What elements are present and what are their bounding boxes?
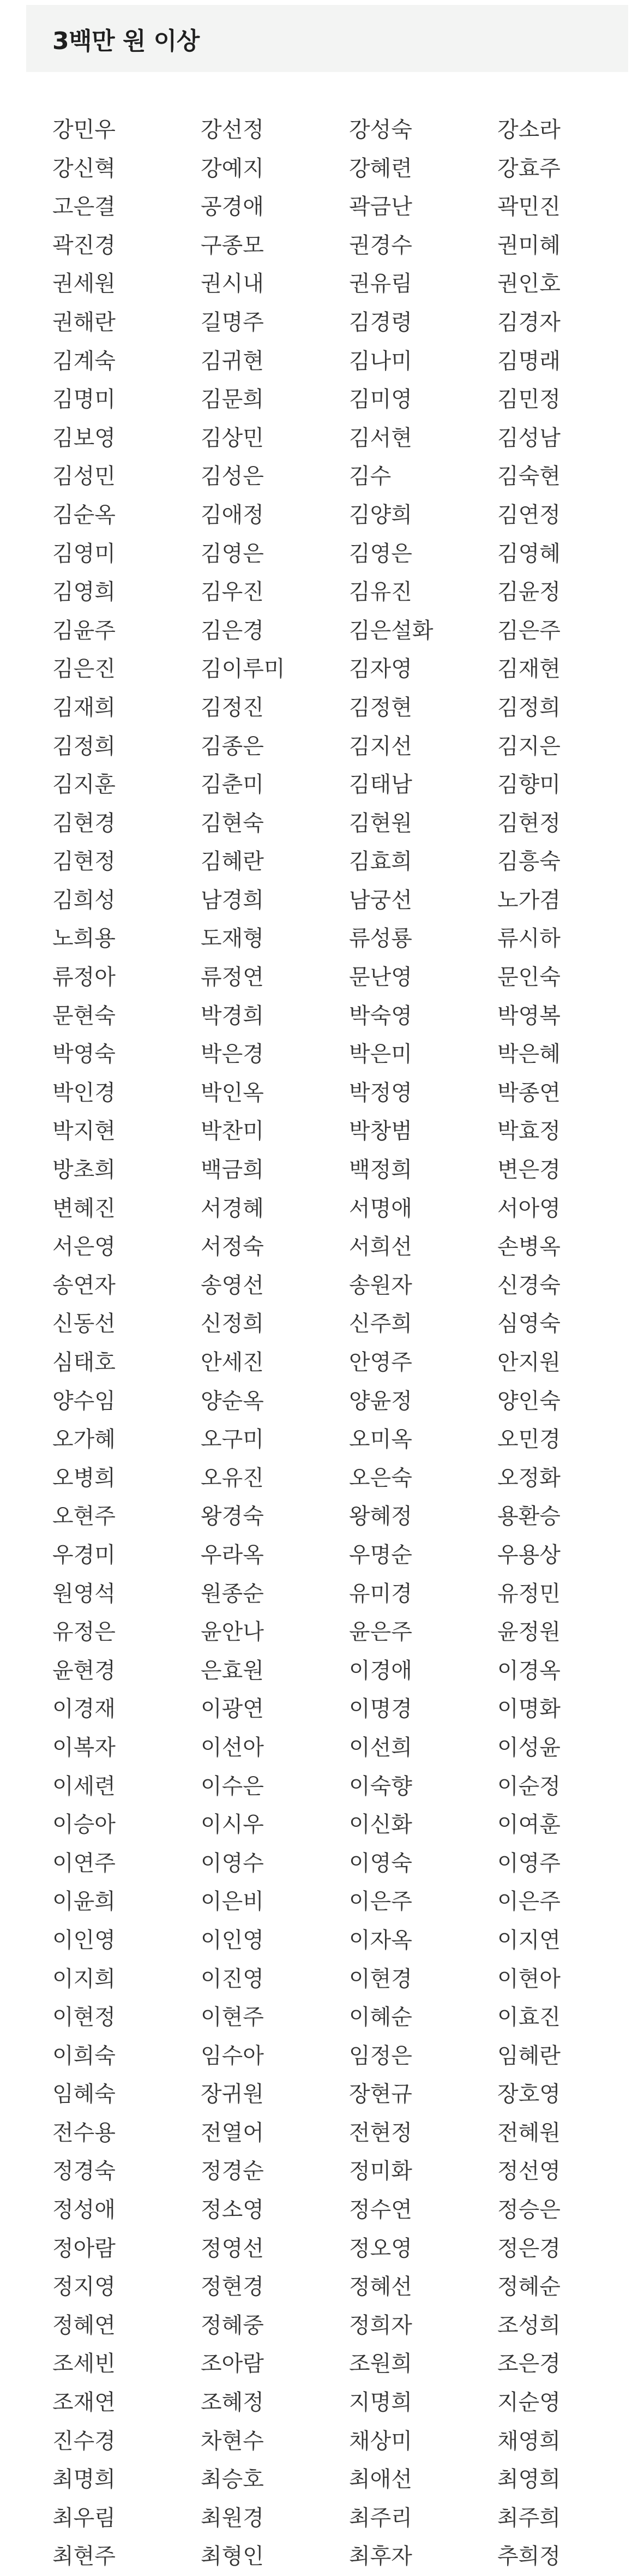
donor-name: 강성숙 [349,117,412,142]
donor-name: 김영희 [52,579,116,605]
donor-name: 정현경 [201,2274,264,2300]
donor-name: 김성민 [52,464,116,489]
donor-name: 김명래 [497,348,561,374]
donor-name: 오가혜 [52,1427,116,1453]
donor-name: 오미옥 [349,1427,412,1453]
donor-name: 조은경 [497,2351,561,2377]
donor-name: 정혜순 [497,2274,561,2300]
donor-name: 신경숙 [497,1272,561,1298]
donor-name: 서정숙 [201,1234,264,1260]
donor-name: 박창범 [349,1119,412,1144]
donor-name: 오구미 [201,1427,264,1453]
donor-name: 김재희 [52,695,116,720]
donor-name: 원종순 [201,1581,264,1606]
donor-name: 오정화 [497,1465,561,1491]
donor-name: 김숙현 [497,464,561,489]
donor-name: 정수연 [349,2197,412,2223]
donor-name: 김정희 [497,695,561,720]
donor-name: 임혜란 [497,2043,561,2069]
donor-name: 송영선 [201,1272,264,1298]
donor-name: 김혜란 [201,849,264,875]
donor-name: 정영선 [201,2236,264,2261]
donor-name: 박효정 [497,1119,561,1144]
donor-name: 김미영 [349,387,412,413]
donor-name: 이영주 [497,1850,561,1876]
donor-name: 오민경 [497,1427,561,1453]
donor-name: 강선정 [201,117,264,142]
donor-name: 강혜련 [349,156,412,181]
donor-name: 박인경 [52,1080,116,1105]
donor-name: 이시우 [201,1812,264,1838]
donor-name: 김상민 [201,425,264,451]
donor-name: 용환승 [497,1504,561,1529]
donor-name: 김민정 [497,387,561,413]
donor-name: 우라옥 [201,1542,264,1568]
donor-name: 유미경 [349,1581,412,1606]
donor-name: 박인옥 [201,1080,264,1105]
donor-name: 고은결 [52,194,116,220]
donor-name: 권유림 [349,271,412,297]
donor-name: 문인숙 [497,965,561,990]
donor-name: 강민우 [52,117,116,142]
donor-name: 김현정 [497,810,561,836]
donor-name: 김성은 [201,464,264,489]
donor-name: 김자영 [349,656,412,682]
donor-name: 김귀현 [201,348,264,374]
donor-name: 전현정 [349,2120,412,2145]
donor-name: 박찬미 [201,1119,264,1144]
donor-name: 김나미 [349,348,412,374]
donor-name: 조아람 [201,2351,264,2377]
donor-name: 조성희 [497,2312,561,2338]
donor-name: 이윤희 [52,1889,116,1915]
donor-name: 이희숙 [52,2043,116,2069]
donor-name: 강신혁 [52,156,116,181]
donor-name: 백정희 [349,1157,412,1183]
donor-name: 윤현경 [52,1658,116,1683]
donor-name: 신정희 [201,1311,264,1337]
donor-name: 이혜순 [349,2005,412,2030]
donor-name: 박은혜 [497,1042,561,1067]
donor-name: 원영석 [52,1581,116,1606]
donor-name: 정경순 [201,2159,264,2184]
donor-name: 양인숙 [497,1388,561,1414]
donor-name: 박영숙 [52,1042,116,1067]
donor-name: 김영은 [201,541,264,566]
donor-name: 심영숙 [497,1311,561,1337]
donor-name: 임정은 [349,2043,412,2069]
donor-name: 장귀원 [201,2082,264,2107]
donor-name: 김명미 [52,387,116,413]
donor-name: 권미혜 [497,232,561,258]
donor-name: 정혜연 [52,2312,116,2338]
donor-name: 은효원 [201,1658,264,1683]
donor-name: 문난영 [349,965,412,990]
donor-name: 이숙향 [349,1773,412,1799]
donor-name: 권경수 [349,232,412,258]
donor-name: 송원자 [349,1272,412,1298]
donor-name: 이순정 [497,1773,561,1799]
donor-name: 김애정 [201,502,264,528]
donor-name: 류정아 [52,965,116,990]
donor-name: 김윤정 [497,579,561,605]
donor-name: 최주리 [349,2505,412,2531]
donor-name: 전열어 [201,2120,264,2145]
donor-name: 전수용 [52,2120,116,2145]
donor-name: 최후자 [349,2544,412,2569]
donor-name: 박경희 [201,1003,264,1029]
donor-name: 류성룡 [349,926,412,952]
donor-name: 왕경숙 [201,1504,264,1529]
donor-name: 최형인 [201,2544,264,2569]
donor-name: 진수경 [52,2428,116,2454]
donor-name: 김영은 [349,541,412,566]
donor-name: 곽민진 [497,194,561,220]
donor-name: 지순영 [497,2390,561,2416]
donor-name: 박숙영 [349,1003,412,1029]
donor-name: 신동선 [52,1311,116,1337]
donor-name: 노희용 [52,926,116,952]
donor-name: 김지은 [497,733,561,759]
donor-name: 문현숙 [52,1003,116,1029]
donor-name: 이자옥 [349,1927,412,1953]
donor-name: 이명화 [497,1696,561,1722]
donor-name: 서은영 [52,1234,116,1260]
donor-name: 최명희 [52,2467,116,2493]
donor-name: 서아영 [497,1196,561,1221]
donor-name: 김수 [349,464,392,489]
donor-name: 정혜중 [201,2312,264,2338]
donor-name: 장호영 [497,2082,561,2107]
donor-name: 정경숙 [52,2159,116,2184]
donor-name: 백금희 [201,1157,264,1183]
donor-name: 이진영 [201,1966,264,1992]
donor-name: 김현경 [52,810,116,836]
donor-name: 김순옥 [52,502,116,528]
donor-name: 정소영 [201,2197,264,2223]
donor-name: 김정희 [52,733,116,759]
donor-name: 조혜정 [201,2390,264,2416]
donor-name: 최현주 [52,2544,116,2569]
donor-name: 추희정 [497,2544,561,2569]
donor-name: 박종연 [497,1080,561,1105]
donor-name: 김계숙 [52,348,116,374]
donor-name: 김지훈 [52,772,116,798]
donor-name: 이지연 [497,1927,561,1953]
donor-name: 공경애 [201,194,264,220]
donor-name: 유정은 [52,1619,116,1645]
donor-name: 이선희 [349,1735,412,1760]
donor-name: 송연자 [52,1272,116,1298]
donor-name: 김영미 [52,541,116,566]
donor-name: 서명애 [349,1196,412,1221]
donor-name: 정지영 [52,2274,116,2300]
donor-name: 심태호 [52,1350,116,1375]
donor-name: 오병희 [52,1465,116,1491]
donor-name: 곽진경 [52,232,116,258]
donor-name: 김효희 [349,849,412,875]
donor-name: 김영혜 [497,541,561,566]
donor-name: 김양희 [349,502,412,528]
donor-name: 김유진 [349,579,412,605]
donor-name: 오은숙 [349,1465,412,1491]
donor-name: 남궁선 [349,887,412,913]
donor-name: 이현주 [201,2005,264,2030]
donor-name: 최승호 [201,2467,264,2493]
donor-name: 이경애 [349,1658,412,1683]
donor-name: 이경재 [52,1696,116,1722]
donor-name: 최애선 [349,2467,412,2493]
donor-name: 이선아 [201,1735,264,1760]
donor-name: 양윤정 [349,1388,412,1414]
donor-name: 이지희 [52,1966,116,1992]
donor-name: 정미화 [349,2159,412,2184]
donor-name: 변혜진 [52,1196,116,1221]
donor-name: 이복자 [52,1735,116,1760]
donor-name: 강소라 [497,117,561,142]
donor-name: 김현정 [52,849,116,875]
donor-name: 이경옥 [497,1658,561,1683]
donor-name: 김향미 [497,772,561,798]
donor-name: 김흥숙 [497,849,561,875]
donor-name: 강예지 [201,156,264,181]
donor-name: 손병옥 [497,1234,561,1260]
donor-name: 조재연 [52,2390,116,2416]
donor-name: 정오영 [349,2236,412,2261]
donor-name: 이성윤 [497,1735,561,1760]
donor-name: 김윤주 [52,618,116,643]
donor-name: 김춘미 [201,772,264,798]
donor-name: 김종은 [201,733,264,759]
donor-name: 최주희 [497,2505,561,2531]
donor-name: 윤정원 [497,1619,561,1645]
donor-name: 이영수 [201,1850,264,1876]
donor-name: 김현숙 [201,810,264,836]
donor-name: 길명주 [201,309,264,335]
donor-name: 구종모 [201,232,264,258]
donor-name: 임혜숙 [52,2082,116,2107]
donor-name: 조세빈 [52,2351,116,2377]
donor-name: 왕혜정 [349,1504,412,1529]
donor-name: 이신화 [349,1812,412,1838]
donor-name: 안지원 [497,1350,561,1375]
donor-name: 정은경 [497,2236,561,2261]
donor-name: 김경자 [497,309,561,335]
donor-name: 오유진 [201,1465,264,1491]
donor-name: 이효진 [497,2005,561,2030]
donor-name: 김정현 [349,695,412,720]
donor-name: 최우림 [52,2505,116,2531]
donor-name: 차현수 [201,2428,264,2454]
donor-name: 정성애 [52,2197,116,2223]
donor-name: 박지현 [52,1119,116,1144]
donor-name: 권인호 [497,271,561,297]
donor-name: 류정연 [201,965,264,990]
donor-name: 김은주 [497,618,561,643]
donor-name: 남경희 [201,887,264,913]
donor-name: 노가겸 [497,887,561,913]
donor-name: 김연정 [497,502,561,528]
donor-name: 이영숙 [349,1850,412,1876]
donor-name: 김이루미 [201,656,285,682]
donor-name: 김보영 [52,425,116,451]
donor-name: 양순옥 [201,1388,264,1414]
donor-name: 김현원 [349,810,412,836]
donor-name: 서희선 [349,1234,412,1260]
donor-name: 김희성 [52,887,116,913]
donor-name: 우명순 [349,1542,412,1568]
donor-name: 정희자 [349,2312,412,2338]
donor-name: 최원경 [201,2505,264,2531]
donor-name: 류시하 [497,926,561,952]
donor-name: 최영희 [497,2467,561,2493]
donor-name: 정선영 [497,2159,561,2184]
donor-name: 이명경 [349,1696,412,1722]
donor-name: 장현규 [349,2082,412,2107]
donor-name: 김정진 [201,695,264,720]
donor-name: 김경령 [349,309,412,335]
donor-name: 이현정 [52,2005,116,2030]
donor-name: 김태남 [349,772,412,798]
donor-name: 김지선 [349,733,412,759]
donor-name: 박정영 [349,1080,412,1105]
donor-name: 전혜원 [497,2120,561,2145]
donor-name: 오현주 [52,1504,116,1529]
donor-name: 이승아 [52,1812,116,1838]
donor-name: 신주희 [349,1311,412,1337]
donor-name: 김은설화 [349,618,434,643]
donor-name: 이광연 [201,1696,264,1722]
donor-name: 이은주 [349,1889,412,1915]
donor-name: 이은주 [497,1889,561,1915]
donor-name: 김우진 [201,579,264,605]
section-header [26,5,628,72]
donor-name: 방초희 [52,1157,116,1183]
donor-name: 박은경 [201,1042,264,1067]
section-title: 3백만 원 이상 [52,27,200,55]
donor-name: 권해란 [52,309,116,335]
donor-name: 이인영 [201,1927,264,1953]
donor-name: 양수임 [52,1388,116,1414]
donor-name: 우용상 [497,1542,561,1568]
donor-name: 권세원 [52,271,116,297]
donor-name: 유정민 [497,1581,561,1606]
donor-name: 정혜선 [349,2274,412,2300]
donor-name: 김은경 [201,618,264,643]
donor-name: 이현경 [349,1966,412,1992]
donor-name: 김서현 [349,425,412,451]
donor-name: 이여훈 [497,1812,561,1838]
donor-name: 윤안나 [201,1619,264,1645]
donor-name: 김은진 [52,656,116,682]
donor-name: 이수은 [201,1773,264,1799]
donor-name: 서경혜 [201,1196,264,1221]
donor-name: 김재현 [497,656,561,682]
donor-name: 김성남 [497,425,561,451]
donor-name: 조원희 [349,2351,412,2377]
donor-name-list [0,111,638,2576]
donor-name: 우경미 [52,1542,116,1568]
donor-name: 지명희 [349,2390,412,2416]
donor-name: 곽금난 [349,194,412,220]
donor-name: 안세진 [201,1350,264,1375]
donor-name: 채상미 [349,2428,412,2454]
donor-name: 박영복 [497,1003,561,1029]
donor-name: 도재형 [201,926,264,952]
donor-name: 김문희 [201,387,264,413]
donor-name: 이세련 [52,1773,116,1799]
donor-name: 정아람 [52,2236,116,2261]
donor-name: 변은경 [497,1157,561,1183]
donor-name: 안영주 [349,1350,412,1375]
donor-name: 윤은주 [349,1619,412,1645]
donor-name: 정승은 [497,2197,561,2223]
donor-name: 채영희 [497,2428,561,2454]
donor-name: 권시내 [201,271,264,297]
donor-name: 강효주 [497,156,561,181]
donor-name: 박은미 [349,1042,412,1067]
donor-name: 이은비 [201,1889,264,1915]
donor-name: 이현아 [497,1966,561,1992]
donor-name: 이인영 [52,1927,116,1953]
donor-name: 임수아 [201,2043,264,2069]
donor-name: 이연주 [52,1850,116,1876]
